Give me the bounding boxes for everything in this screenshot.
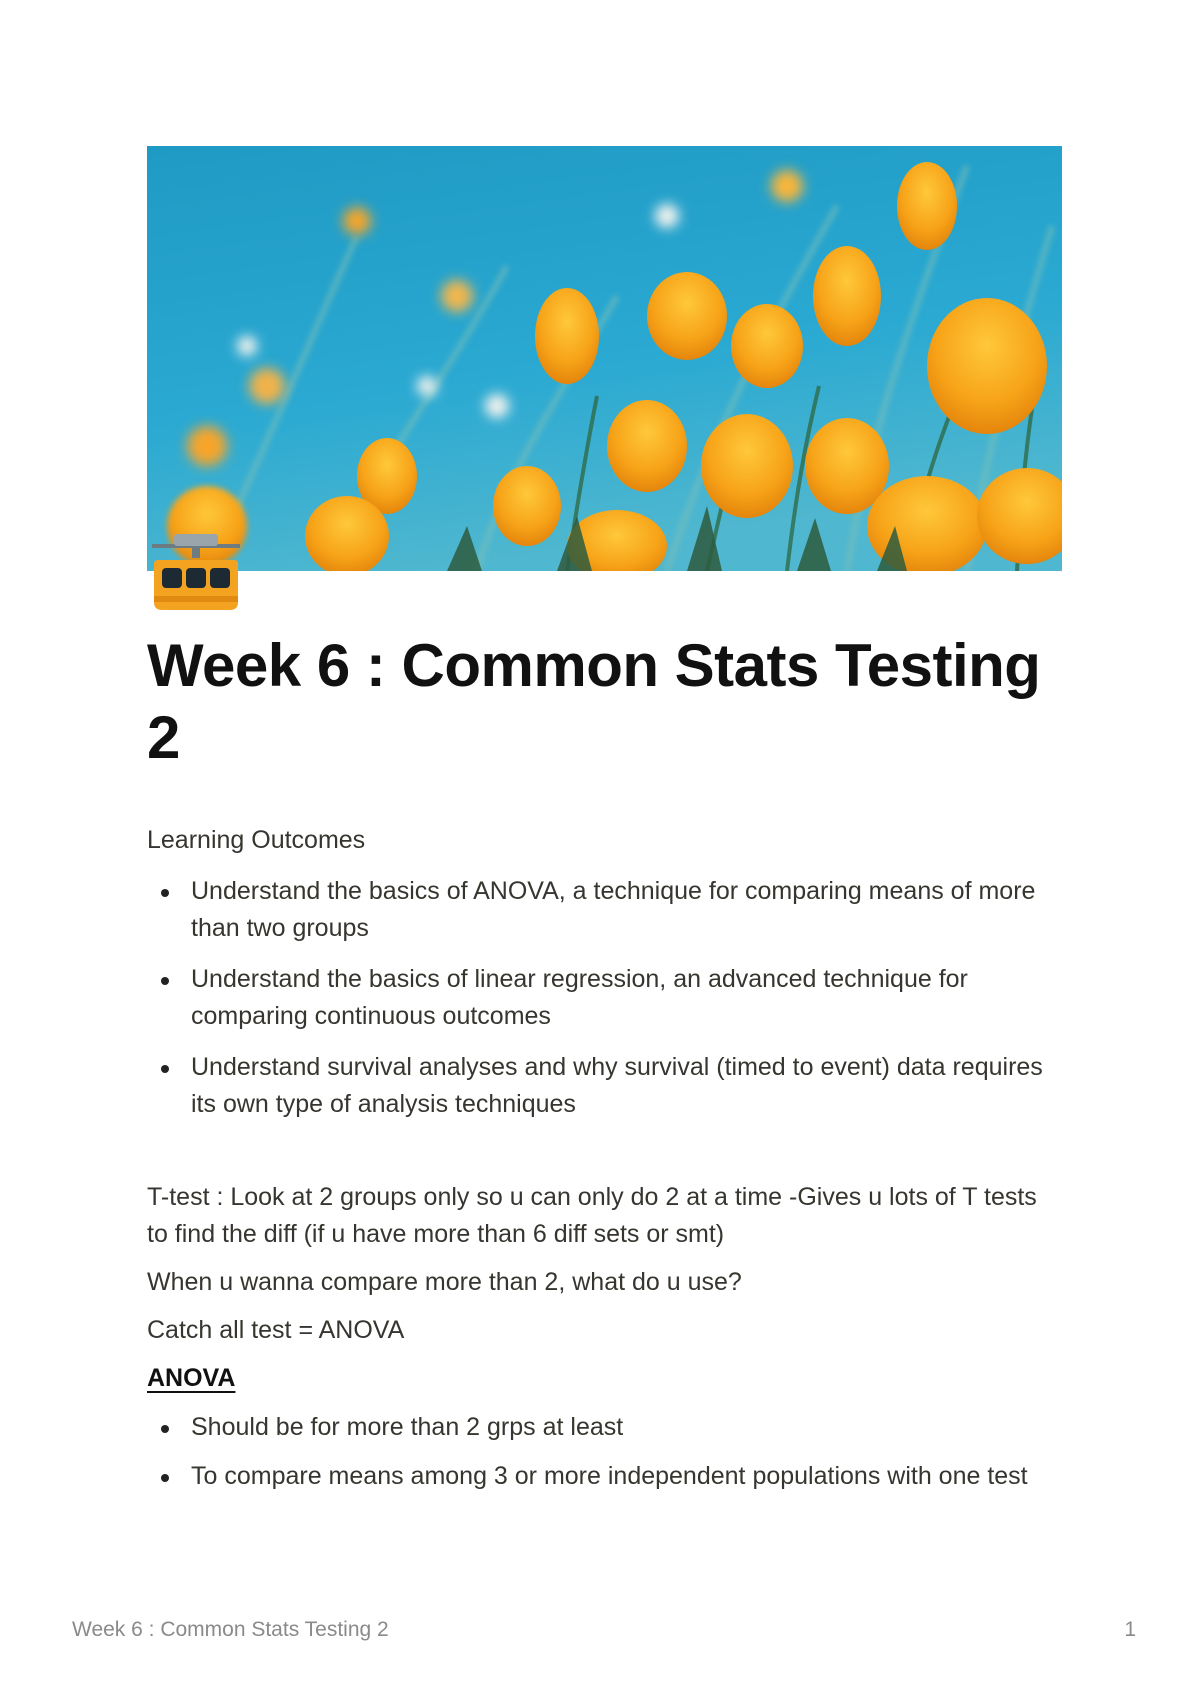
page-title: Week 6 : Common Stats Testing 2	[147, 632, 1041, 771]
question-note: When u wanna compare more than 2, what do u use?	[147, 1268, 742, 1296]
list-item: To compare means among 3 or more independent populations with one test	[147, 1458, 1047, 1495]
list-item: Should be for more than 2 grps at least	[147, 1409, 1047, 1446]
aerial-tramway-icon	[152, 530, 240, 618]
poppies-photo-icon	[147, 146, 1062, 571]
list-item: Understand survival analyses and why survival (timed to event) data requires its own type of analysis techniques	[147, 1049, 1047, 1123]
anova-list	[147, 1409, 1047, 1495]
spacer	[147, 1137, 1047, 1179]
footer-title: Week 6 : Common Stats Testing 2	[72, 1618, 389, 1641]
page-content	[147, 822, 1047, 1507]
ttest-note: T-test : Look at 2 groups only so u can only do 2 at a time -Gives u lots of T tests to find the diff (if u have more than 6 diff sets or smt)	[147, 1183, 1037, 1248]
page-number: 1	[1124, 1618, 1136, 1641]
catch-all-note: Catch all test = ANOVA	[147, 1316, 405, 1344]
learning-outcomes-list	[147, 873, 1047, 1123]
anova-heading: ANOVA	[147, 1364, 236, 1392]
list-item: Understand the basics of ANOVA, a technique for comparing means of more than two groups	[147, 873, 1047, 947]
list-item: Understand the basics of linear regression, an advanced technique for comparing continuous outcomes	[147, 961, 1047, 1035]
cover-image	[147, 146, 1062, 571]
learning-outcomes-heading: Learning Outcomes	[147, 826, 366, 854]
